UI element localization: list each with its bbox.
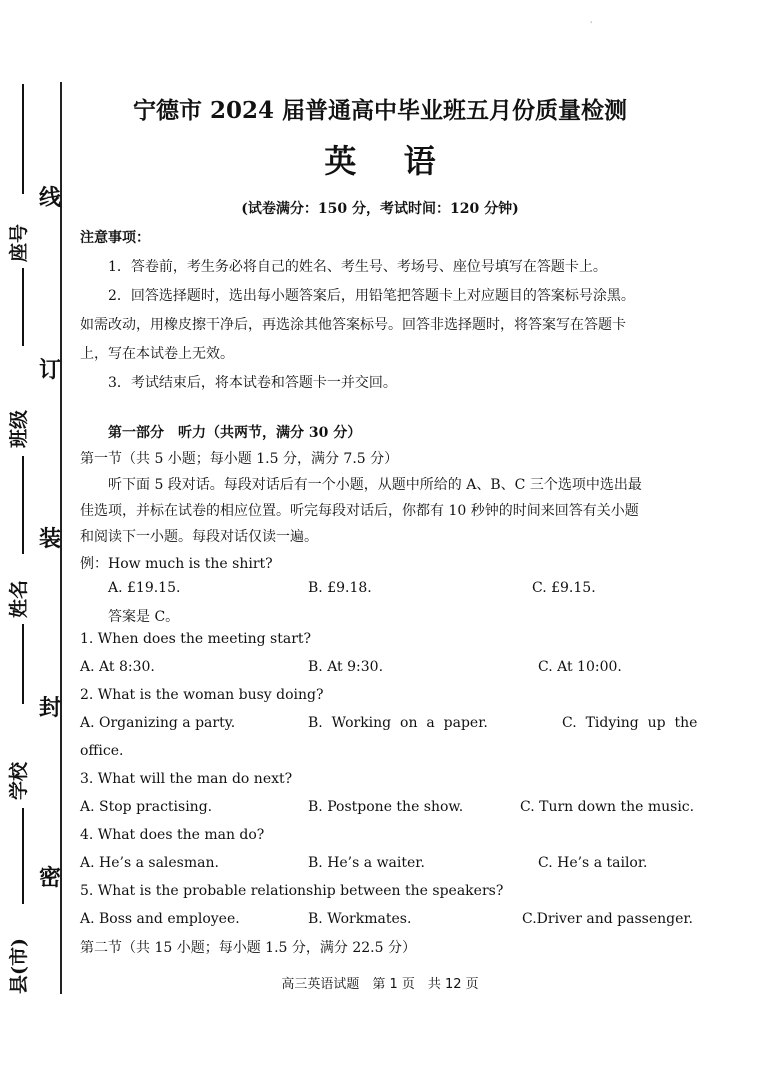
binding-mark-ding: 订: [38, 357, 61, 383]
q3-option-a: A. Stop practising.: [80, 799, 213, 815]
binding-mark-feng: 封: [38, 695, 61, 721]
notice-item-2-cont2: 上，写在本试卷上无效。: [80, 346, 234, 362]
q1-option-c: C. At 10:00.: [538, 659, 622, 675]
class-line: [22, 268, 24, 346]
q3-option-b: B. Postpone the show.: [308, 799, 464, 815]
county-line: [22, 808, 24, 904]
q2-option-c: C. Tidying up the: [562, 715, 698, 731]
section1-heading: 第一节（共 5 小题；每小题 1.5 分，满分 7.5 分）: [80, 451, 399, 467]
example-option-c: C. £9.15.: [532, 580, 596, 596]
example-answer: 答案是 C。: [108, 609, 180, 625]
example-question: 例：How much is the shirt?: [80, 556, 273, 572]
example-option-a: A. £19.15.: [108, 580, 181, 596]
q1-option-b: B. At 9:30.: [308, 659, 384, 675]
binding-mark-zhuang: 装: [38, 526, 61, 552]
q2-option-a: A. Organizing a party.: [80, 715, 236, 731]
q4-option-b: B. He’s a waiter.: [308, 855, 425, 871]
notice-item-2-cont: 如需改动，用橡皮擦干净后，再选涂其他答案标号。回答非选择题时，将答案写在答题卡: [80, 317, 626, 333]
county-label: 县(市): [8, 938, 30, 994]
binding-mark-xian: 线: [38, 185, 61, 211]
name-line-top: [22, 456, 24, 554]
q3-option-c: C. Turn down the music.: [520, 799, 695, 815]
corner-mark: ': [590, 20, 593, 29]
name-label: 姓名: [8, 579, 30, 618]
section2-heading: 第二节（共 15 小题；每小题 1.5 分，满分 22.5 分）: [80, 940, 416, 956]
school-line: [22, 624, 24, 704]
subject-title: 英 语: [324, 142, 454, 180]
question-3: 3. What will the man do next?: [80, 771, 293, 787]
question-4: 4. What does the man do?: [80, 827, 265, 843]
q1-option-a: A. At 8:30.: [80, 659, 155, 675]
example-option-b: B. £9.18.: [308, 580, 372, 596]
question-2: 2. What is the woman busy doing?: [80, 687, 324, 703]
q4-option-a: A. He’s a salesman.: [80, 855, 219, 871]
class-label: 班级: [8, 409, 30, 448]
binding-mark-mi: 密: [38, 865, 61, 891]
q5-option-a: A. Boss and employee.: [80, 911, 240, 927]
notice-heading: 注意事项：: [80, 230, 150, 246]
q5-option-c: C.Driver and passenger.: [522, 911, 694, 927]
q4-option-c: C. He’s a tailor.: [538, 855, 648, 871]
notice-item-3: 3．考试结束后，将本试卷和答题卡一并交回。: [108, 375, 397, 391]
question-5: 5. What is the probable relationship between the speakers?: [80, 883, 504, 899]
part1-heading: 第一部分 听力（共两节，满分 30 分）: [108, 425, 362, 441]
question-1: 1. When does the meeting start?: [80, 631, 312, 647]
seat-number-label: 座号: [8, 223, 30, 262]
notice-item-1: 1．答卷前，考生务必将自己的姓名、考生号、考场号、座位号填写在答题卡上。: [108, 259, 607, 275]
exam-info: (试卷满分：150 分，考试时间：120 分钟): [241, 201, 519, 217]
instructions-line-3: 和阅读下一小题。每段对话仅读一遍。: [80, 529, 318, 545]
instructions-line-1: 听下面 5 段对话。每段对话后有一个小题，从题中所给的 A、B、C 三个选项中选出最: [108, 477, 642, 493]
notice-item-2: 2．回答选择题时，选出每小题答案后，用铅笔把答题卡上对应题目的答案标号涂黑。: [108, 288, 635, 304]
q5-option-b: B. Workmates.: [308, 911, 412, 927]
instructions-line-2: 佳选项，并标在试卷的相应位置。听完每段对话后，你都有 10 秒钟的时间来回答有关小题: [80, 503, 639, 519]
page-footer: 高三英语试题 第 1 页 共 12 页: [281, 977, 479, 992]
q2-option-b: B. Working on a paper.: [308, 715, 488, 731]
exam-title: 宁德市 2024 届普通高中毕业班五月份质量检测: [132, 97, 628, 124]
school-label: 学校: [8, 761, 30, 800]
q2-option-c-cont: office.: [80, 743, 124, 759]
